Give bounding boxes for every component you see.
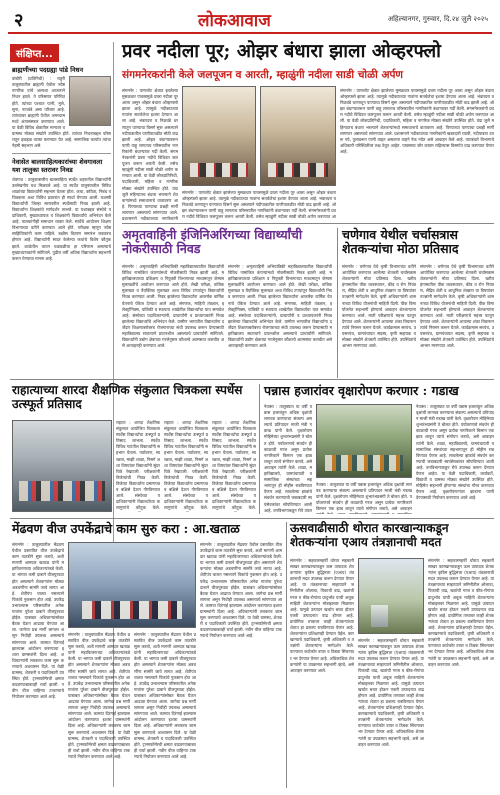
lead-photo (182, 86, 256, 186)
story-headline: ऊसवाढीसाठी थोरात कारखान्याकडून शेतकऱ्यांना एआय तंत्रज्ञानाची मदत (290, 521, 449, 549)
lead-body: संगमनेर : पाणलोट क्षेत्रात झालेल्या मुसळधार पावसामुळे प्रवरा नदीला पूर आला असून ओझर बंधारा ओव्हरफ्लो झाला आहे. त्यामुळे नदीकाठच्या गावांना सतर्कतेचा इशारा देण्यात आला आहे. भंडारदरा व निळवंडे धरणातून पाण्याचा विसर्ग सुरू असल्याने नदीपात्रातील पाणीपातळीत मोठी वाढ झाली आहे. ओझर बंधाऱ्यावरून पाणी वाहू लागताच परिसरातील नागरिकांनी बंधाऱ्यावर गर्दी केली. संगमनेरकरांनी प्रवरा नदीचे विधिवत जलपूजन करून आरती केली. तसेच म्हाळुंगी नदीला साडी चोळी अर्पण करण्यात आली. या वेळी लोकप्रतिनिधी, पदाधिकारी, महिला व नागरिक मोठ्या संख्येने उपस्थित होते. यंदा जुलै महिन्यातच बंधारा भरल्याने शेतकऱ्यांमध्ये समाधानाचे वातावरण आहे. पिण्याच्या पाण्याचा प्रश्नही मार्गी लागणार असल्याचे सांगण्यात आले. प्रशासनाने नदीकाठच्या नागरिकांनी खबरदारी घ्यावी, नदीपात्रात उतरू नये, पुलावरून पाणी वाहत असताना वाहने नेऊ नयेत असे आवाहन केले आहे. पाटबंधारे विभागाचे अधिकारी परिस्थितीवर लक्ष ठेवून आहेत. पावसाचा जोर कायम राहिल्यास विसर्गात वाढ करण्यात येणार आहे. (340, 88, 494, 154)
story-headline: मेंढवण वीज उपकेंद्राचे काम सुरु करा : आ.खताळ (12, 521, 240, 536)
story-body: नेवासा : तालुक्यात या वर्षी पन्नास हजारांहून अधिक वृक्षांची लागवड करण्याचा संकल्प असल्याचे प्रतिपादन माजी मंत्री गडाख यांनी केले. वृक्षारोपण मोहिमेच्या शुभारंभप्रसंगी ते बोलत होते. पर्यावरणाचे संवर्धन ही काळाची गरज असून प्रत्येक नागरिकाने किमान एक झाड लावून त्याचे संगोपन करावे, असे आवाहन त्यांनी केले. शाळा, महाविद्यालये, ग्रामपंचायती व सामाजिक संस्थांच्या सहभागातून ही मोहीम राबविण्यात येणार आहे. लावलेल्या झाडांचे संवर्धन करण्याची जबाबदारी स्वयंसेवकांवर सोपविण्यात आली आहे. वनविभागाकडून रोपे उपल (264, 404, 312, 513)
dateline: अहिल्यानगर, गुरुवार, दि.२४ जुलै २०२५ (387, 15, 488, 23)
story-body: संगमनेर : तालुक्यातील मेंढवण येथील प्रस्तावित वीज उपकेंद्राचे काम तातडीने सुरू करावे, अशी मागणी आमदार खताळ यांनी महावितरणच्या अधिकाऱ्यांकडे केली. या भागात कमी दाबाने वीजपुरवठा होत असल्याने शेतकऱ्यांना मोठ्या अडचणींना सामोरे जावे लागत आहे. शेतीपंप चालत नसल्याने पिकांचे नुकसान होत आहे. उपकेंद्र उभारल्यास परिसरातील अनेक गावांना पुरेशा दाबाने वीजपुरवठा होईल. याबाबत अधिकाऱ्यांसोबत बैठक घेऊन आढावा घेण्यात आला. जागेचा प्रश्न मार्गी लागला असून निधीही उपलब्ध असल्याचे सांगण्यात आले. कामात दिरंगाई झाल्यास आंदोलन करण्याचा इशारा ग्रामस्थांनी दिला आहे. अधिकाऱ्यांनी लवकरच काम सुरू करण्याचे आश्वासन दिले. या वेळी ग्रामस्थ, शेतकरी व पदाधिकारी उपस्थित होते. ट्रान्सफॉर्मरची क्षमता वाढवण्याबाबतही चर्चा झाली. नवीन वीज वाहिन्या टाकण्याचे नियोजन करण्यात आले आहे. (68, 632, 130, 759)
story-body: संगमनेर : सहकारमहर्षी थोरात सहकारी साखर कारखान्याकडून ऊस उत्पादक शेतकऱ्यांना कृत्रिम बुद्धिमत्ता (एआय) तंत्रज्ञानाची मदत उपलब्ध करून देण्यात येणार आहे. या तंत्रज्ञानाच्या साहाय्याने जमिनीतील ओलावा, पिकाची वाढ, खतांची गरज व कीड-रोगांचा प्रादुर्भाव याची अचूक माहिती शेतकऱ्यांना मोबाइलवर मिळणार आहे. यामुळे उत्पादन खर्चात बचत होऊन एकरी उत्पादनात वाढ होणार आहे. प्रायोगिक तत्त्वावर काही शेतकऱ्यांच्या शेतात हा प्रकल्प राबविण्यात येणार आहे. शेतकऱ्यांना प्रशिक्षणही देण्यात येईल. कारखान्याचे पदाधिकारी, कृषी अधिकारी व तज्ज्ञांनी शेतकऱ्यांना मार्गदर्शन केले. पाण्याचा काटेकोर वापर व ठिबक सिंचनावर भर देण्यात येणार आहे. अधिकाधिक शेतकऱ्यांनी या उपक्रमात सहभागी व्हावे, असे आवाहन करण्यात आले. (290, 558, 354, 673)
story-body: संगमनेर : अमृतवाहिनी अभियांत्रिकी महाविद्यालयातील विद्यार्थ्यांची विविध नामांकित कंपन्यांमध्ये नोकरीसाठी निवड झाली आहे. महाविद्यालयाच्या प्रशिक्षण व नियुक्ती विभागाच्या माध्यमातून कॅम्पस मुलाखतींचे आयोजन करण्यात आले होते. लेखी परीक्षा, तांत्रिक मुलाखत व वैयक्तिक मुलाखत अशा विविध टप्प्यांतून विद्यार्थ्यांची निवड करण्यात आली. निवड झालेल्या विद्यार्थ्यांना आकर्षक वार्षिक वेतनाचे पॅकेज देण्यात आले आहे. संगणक, माहिती तंत्रज्ञान, इलेक्ट्रॉनिक्स, यांत्रिकी व स्थापत्य शाखेतील विद्यार्थ्यांचा यात समावेश आहे. संस्थेच्या पदाधिकाऱ्यांनी, प्राचार्यांनी व प्राध्यापकांनी निवड झालेल्या विद्यार्थ्यांचे अभिनंदन केले. ग्रामीण भागातील विद्यार्थ्यांना दर्जेदार शिक्षणाबरोबरच रोजगाराच्या संधी उपलब्ध करून देण्यासाठी महाविद्यालय सातत्याने प्रयत्नशील असल्याचे प्राचार्यांनी सांगितले. विद्यार्थ्यांनी उद्योग क्षेत्राच्या गरजेनुसार कौशल्ये आत्मसात करावीत असे आवाहनही करण्यात आले. (228, 264, 332, 349)
story-photo (358, 558, 424, 634)
divider (10, 379, 494, 380)
story-photo (316, 404, 412, 478)
story-headline: पन्नास हजारांवर वृक्षारोपण करणार : गडाख (264, 383, 459, 398)
story-body: राहाता : शारदा शैक्षणिक संकुलात आयोजित चित्रकला स्पर्धेस विद्यार्थ्यांचा उत्स्फूर्त प्रतिसाद लाभला. स्पर्धेत विविध गटांतील विद्यार्थ्यांनी सहभाग घेतला. पर्यावरण, स्वच्छता, माझी शाळा, निसर्ग अशा विषयांवर विद्यार्थ्यांनी सुंदर चित्रे रेखाटली. परीक्षकांनी विजेत्यांची निवड केली. विजेत्या विद्यार्थ्यांना प्रमाणपत्र व बक्षिसे देऊन गौरविण्यात आले. संस्थेच्या पदाधिकाऱ्यांनी विद्यार्थ्यांच्या कलागुणांचे कौतुक केले. (164, 420, 208, 511)
brief-headline: नेवासेत बालसाहित्यकारांच्या शेवगावला यश तालुका स्तरावर निवड (12, 158, 103, 175)
story-body: संगमनेर : तालुक्यातील मेंढवण येथील प्रस्तावित वीज उपकेंद्राचे काम तातडीने सुरू करावे, अशी मागणी आमदार खताळ यांनी महावितरणच्या अधिकाऱ्यांकडे केली. या भागात कमी दाबाने वीजपुरवठा होत असल्याने शेतकऱ्यांना मोठ्या अडचणींना सामोरे जावे लागत आहे. शेतीपंप चालत नसल्याने पिकांचे नुकसान होत आहे. उपकेंद्र उभारल्यास परिसरातील अनेक गावांना पुरेशा दाबाने वीजपुरवठा होईल. याबाबत अधिकाऱ्यांसोबत बैठक घेऊन आढावा घेण्यात आला. जागेचा प्रश्न मार्गी लागला असून निधीही उपलब्ध असल्याचे सांगण्यात आले. कामात दिरंगाई झाल्यास आंदोलन करण्याचा इशारा ग्रामस्थांनी दिला आहे. अधिकाऱ्यांनी लवकरच काम सुरू करण्याचे आश्वासन दिले. या वेळी ग्रामस्थ, शेतकरी व पदाधिकारी उपस्थित होते. ट्रान्सफॉर्मरची क्षमता वाढवण्याबाबतही चर्चा झाली. नवीन वीज वाहिन्या टाकण्याचे नियोजन करण्यात आले आहे. (134, 632, 196, 759)
story-headline: चणेगाव येथील चर्चासत्रास शेतकऱ्यांचा मोठा प्रतिसाद (342, 227, 459, 257)
divider (337, 228, 338, 378)
brief-body: वांबोरी (प्रतिनिधी) : राहुरी तालुक्यातील ब्राह्मणी येथील ज्येष्ठ नागरिक यांचे अल्पशा आजाराने निधन झाले. ते परिसरात परिचित होते. त्यांच्या पश्चात पत्नी, मुले, सुना, नातवंडे असा परिवार आहे. त्यांच्यावर ब्राह्मणी येथील अमरधाममध्ये अंत्यसंस्कार करण्यात आले. या वेळी विविध क्षेत्रातील मान्यवर व ग्रामस्थ मोठ्या संख्येने उपस्थित होते. त्यांच्या निधनाबद्दल परिसरातून हळहळ व्यक्त करण्यात येत आहे. सामाजिक कार्यात त्यांचा नेहमी सहभाग असे. (12, 76, 111, 149)
story-body: संगमनेर : तालुक्यातील मेंढवण येथील प्रस्तावित वीज उपकेंद्राचे काम तातडीने सुरू करावे, अशी मागणी आमदार खताळ यांनी महावितरणच्या अधिकाऱ्यांकडे केली. या भागात कमी दाबाने वीजपुरवठा होत असल्याने शेतकऱ्यांना मोठ्या अडचणींना सामोरे जावे लागत आहे. शेतीपंप चालत नसल्याने पिकांचे नुकसान होत आहे. उपकेंद्र उभारल्यास परिसरातील अनेक गावांना पुरेशा दाबाने वीजपुरवठा होईल. याबाबत अधिकाऱ्यांसोबत बैठक घेऊन आढावा घेण्यात आला. जागेचा प्रश्न मार्गी लागला असून निधीही उपलब्ध असल्याचे सांगण्यात आले. कामात दिरंगाई झाल्यास आंदोलन करण्याचा इशारा ग्रामस्थांनी दिला आहे. अधिकाऱ्यांनी लवकरच काम सुरू करण्याचे आश्वासन दिले. या वेळी ग्रामस्थ, शेतकरी व पदाधिकारी उपस्थित होते. ट्रान्सफॉर्मरची क्षमता वाढवण्याबाबतही चर्चा झाली. नवीन वीज वाहिन्या टाकण्याचे नियोजन करण्यात आले आहे. (200, 542, 282, 639)
portrait-photo (69, 76, 111, 126)
story-body: संगमनेर : सहकारमहर्षी थोरात सहकारी साखर कारखान्याकडून ऊस उत्पादक शेतकऱ्यांना कृत्रिम बुद्धिमत्ता (एआय) तंत्रज्ञानाची मदत उपलब्ध करून देण्यात येणार आहे. या तंत्रज्ञानाच्या साहाय्याने जमिनीतील ओलावा, पिकाची वाढ, खतांची गरज व कीड-रोगांचा प्रादुर्भाव याची अचूक माहिती शेतकऱ्यांना मोबाइलवर मिळणार आहे. यामुळे उत्पादन खर्चात बचत होऊन एकरी उत्पादनात वाढ होणार आहे. प्रायोगिक तत्त्वावर काही शेतकऱ्यांच्या शेतात हा प्रकल्प राबविण्यात येणार आहे. शेतकऱ्यांना प्रशिक्षणही देण्यात येईल. कारखान्याचे पदाधिकारी, कृषी अधिकारी व तज्ज्ञांनी शेतकऱ्यांना मार्गदर्शन केले. पाण्याचा काटेकोर वापर व ठिबक सिंचनावर भर देण्यात येणार आहे. अधिकाधिक शेतकऱ्यांनी या उपक्रमात सहभागी व्हावे, असे आवाहन करण्यात आले. (428, 558, 494, 667)
story-photo (68, 542, 196, 628)
divider (10, 518, 494, 519)
story-body: संगमनेर : चणेगाव येथे कृषी विभागाच्या वतीने आयोजित करण्यात आलेल्या शेतकरी चर्चासत्रास शेतकऱ्यांनी मोठा प्रतिसाद दिला. खरीप हंगामातील पीक व्यवस्थापन, कीड व रोग नियंत्रण, सेंद्रिय शेती व आधुनिक तंत्रज्ञान या विषयांवर तज्ज्ञांनी मार्गदर्शन केले. कृषी अधिकाऱ्यांनी शासनाच्या विविध योजनांची माहिती दिली. पीक विमा योजनेत सहभागी होण्याचे आवाहन शेतकऱ्यांना करण्यात आले. माती परीक्षणाचे महत्त्व पटवून देण्यात आले. शेतकऱ्यांनी आपल्या शंका विचारून त्यांचे निरसन करून घेतले. कार्यक्रमास सरपंच, उपसरपंच, ग्रामपंचायत सदस्य, कृषी सहायक व मोठ्या संख्येने शेतकरी उपस्थित होते. उपस्थितांचे आभार मानण्यात आले. (342, 264, 416, 349)
lead-body: संगमनेर : पाणलोट क्षेत्रात झालेल्या मुसळधार पावसामुळे प्रवरा नदीला पूर आला असून ओझर बंधारा ओव्हरफ्लो झाला आहे. त्यामुळे नदीकाठच्या गावांना सतर्कतेचा इशारा देण्यात आला आहे. भंडारदरा व निळवंडे धरणातून पाण्याचा विसर्ग सुरू असल्याने नदीपात्रातील पाणीपातळीत मोठी वाढ झाली आहे. ओझर बंधाऱ्यावरून पाणी वाहू लागताच परिसरातील नागरिकांनी बंधाऱ्यावर गर्दी केली. संगमनेरकरांनी प्रवरा नदीचे विधिवत जलपूजन करून आरती केली. तसेच म्हाळुंगी नदीला साडी चोळी अर्पण करण्यात आली. या वेळी लोकप्रतिनिधी, पदाधिकारी, महिला व नागरिक मोठ्या संख्येने उपस्थित होते. यंदा जुलै महिन्यातच बंधारा भरल्याने शेतकऱ्यांमध्ये समाधानाचे वातावरण आहे. पिण्याच्या पाण्याचा प्रश्नही मार्गी लागणार असल्याचे सांगण्यात आले. प्रशासनाने नदीकाठच्या नागरिकांनी (122, 88, 178, 220)
story-headline: राहात्याच्या शारदा शैक्षणिक संकुलात चित्रकला स्पर्धेस उत्स्फूर्त प्रतिसाद (12, 383, 243, 411)
story-body: संगमनेर : अमृतवाहिनी अभियांत्रिकी महाविद्यालयातील विद्यार्थ्यांची विविध नामांकित कंपन्यांमध्ये नोकरीसाठी निवड झाली आहे. महाविद्यालयाच्या प्रशिक्षण व नियुक्ती विभागाच्या माध्यमातून कॅम्पस मुलाखतींचे आयोजन करण्यात आले होते. लेखी परीक्षा, तांत्रिक मुलाखत व वैयक्तिक मुलाखत अशा विविध टप्प्यांतून विद्यार्थ्यांची निवड करण्यात आली. निवड झालेल्या विद्यार्थ्यांना आकर्षक वार्षिक वेतनाचे पॅकेज देण्यात आले आहे. संगणक, माहिती तंत्रज्ञान, इलेक्ट्रॉनिक्स, यांत्रिकी व स्थापत्य शाखेतील विद्यार्थ्यांचा यात समावेश आहे. संस्थेच्या पदाधिकाऱ्यांनी, प्राचार्यांनी व प्राध्यापकांनी निवड झालेल्या विद्यार्थ्यांचे अभिनंदन केले. ग्रामीण भागातील विद्यार्थ्यांना दर्जेदार शिक्षणाबरोबरच रोजगाराच्या संधी उपलब्ध करून देण्यासाठी महाविद्यालय सातत्याने प्रयत्नशील असल्याचे प्राचार्यांनी सांगितले. विद्यार्थ्यांनी उद्योग क्षेत्राच्या गरजेनुसार कौशल्ये आत्मसात करावीत असे आवाहनही करण्यात आले. (122, 264, 224, 349)
story-body: संगमनेर : सहकारमहर्षी थोरात सहकारी साखर कारखान्याकडून ऊस उत्पादक शेतकऱ्यांना कृत्रिम बुद्धिमत्ता (एआय) तंत्रज्ञानाची मदत उपलब्ध करून देण्यात येणार आहे. या तंत्रज्ञानाच्या साहाय्याने जमिनीतील ओलावा, पिकाची वाढ, खतांची गरज व कीड-रोगांचा प्रादुर्भाव याची अचूक माहिती शेतकऱ्यांना मोबाइलवर मिळणार आहे. यामुळे उत्पादन खर्चात बचत होऊन एकरी उत्पादनात वाढ होणार आहे. प्रायोगिक तत्त्वावर काही शेतकऱ्यांच्या शेतात हा प्रकल्प राबविण्यात येणार आहे. शेतकऱ्यांना प्रशिक्षणही देण्यात येईल. कारखान्याचे पदाधिकारी, कृषी अधिकारी व तज्ज्ञांनी शेतकऱ्यांना मार्गदर्शन केले. पाण्याचा काटेकोर वापर व ठिबक सिंचनावर भर देण्यात येणार आहे. अधिकाधिक शेतकऱ्यांनी या उपक्रमात सहभागी व्हावे, असे आवाहन करण्यात आले. (358, 638, 424, 747)
divider (259, 384, 260, 514)
lead-subheadline: संगमनेरकरांनी केले जलपूजन व आरती, म्हाळुंगी नदीला साडी चोळी अर्पण (122, 69, 404, 81)
story-body: संगमनेर : चणेगाव येथे कृषी विभागाच्या वतीने आयोजित करण्यात आलेल्या शेतकरी चर्चासत्रास शेतकऱ्यांनी मोठा प्रतिसाद दिला. खरीप हंगामातील पीक व्यवस्थापन, कीड व रोग नियंत्रण, सेंद्रिय शेती व आधुनिक तंत्रज्ञान या विषयांवर तज्ज्ञांनी मार्गदर्शन केले. कृषी अधिकाऱ्यांनी शासनाच्या विविध योजनांची माहिती दिली. पीक विमा योजनेत सहभागी होण्याचे आवाहन शेतकऱ्यांना करण्यात आले. माती परीक्षणाचे महत्त्व पटवून देण्यात आले. शेतकऱ्यांनी आपल्या शंका विचारून त्यांचे निरसन करून घेतले. कार्यक्रमास सरपंच, उपसरपंच, ग्रामपंचायत सदस्य, कृषी सहायक व मोठ्या संख्येने शेतकरी उपस्थित होते. उपस्थितांचे आभार मानण्यात आले. (420, 264, 494, 349)
story-body: राहाता : शारदा शैक्षणिक संकुलात आयोजित चित्रकला स्पर्धेस विद्यार्थ्यांचा उत्स्फूर्त प्रतिसाद लाभला. स्पर्धेत विविध गटांतील विद्यार्थ्यांनी सहभाग घेतला. पर्यावरण, स्वच्छता, माझी शाळा, निसर्ग अशा विषयांवर विद्यार्थ्यांनी सुंदर चित्रे रेखाटली. परीक्षकांनी विजेत्यांची निवड केली. विजेत्या विद्यार्थ्यांना प्रमाणपत्र व बक्षिसे देऊन गौरविण्यात आले. संस्थेच्या पदाधिकाऱ्यांनी विद्यार्थ्यांच्या कलागुणांचे कौतुक केले. (212, 420, 256, 511)
story-body: राहाता : शारदा शैक्षणिक संकुलात आयोजित चित्रकला स्पर्धेस विद्यार्थ्यांचा उत्स्फूर्त प्रतिसाद लाभला. स्पर्धेत विविध गटांतील विद्यार्थ्यांनी सहभाग घेतला. पर्यावरण, स्वच्छता, माझी शाळा, निसर्ग अशा विषयांवर विद्यार्थ्यांनी सुंदर चित्रे रेखाटली. परीक्षकांनी विजेत्यांची निवड केली. विजेत्या विद्यार्थ्यांना प्रमाणपत्र व बक्षिसे देऊन गौरविण्यात आले. संस्थेच्या पदाधिकाऱ्यांनी विद्यार्थ्यांच्या कलागुणांचे कौतुक केले. (116, 420, 160, 511)
story-body: संगमनेर : तालुक्यातील मेंढवण येथील प्रस्तावित वीज उपकेंद्राचे काम तातडीने सुरू करावे, अशी मागणी आमदार खताळ यांनी महावितरणच्या अधिकाऱ्यांकडे केली. या भागात कमी दाबाने वीजपुरवठा होत असल्याने शेतकऱ्यांना मोठ्या अडचणींना सामोरे जावे लागत आहे. शेतीपंप चालत नसल्याने पिकांचे नुकसान होत आहे. उपकेंद्र उभारल्यास परिसरातील अनेक गावांना पुरेशा दाबाने वीजपुरवठा होईल. याबाबत अधिकाऱ्यांसोबत बैठक घेऊन आढावा घेण्यात आला. जागेचा प्रश्न मार्गी लागला असून निधीही उपलब्ध असल्याचे सांगण्यात आले. कामात दिरंगाई झाल्यास आंदोलन करण्याचा इशारा ग्रामस्थांनी दिला आहे. अधिकाऱ्यांनी लवकरच काम सुरू करण्याचे आश्वासन दिले. या वेळी ग्रामस्थ, शेतकरी व पदाधिकारी उपस्थित होते. ट्रान्सफॉर्मरची क्षमता वाढवण्याबाबतही चर्चा झाली. नवीन वीज वाहिन्या टाकण्याचे नियोजन करण्यात आले आहे. (12, 542, 64, 700)
story-headline: अमृतवाहिनी इंजिनिअरिंगच्या विद्यार्थ्यांची नोकरीसाठी निवड (122, 227, 303, 257)
brief-headline: ब्राह्मणीच्या पदग्रह्या पांडे निधन (12, 66, 84, 74)
section-tag: संक्षिप्त... (10, 44, 59, 62)
newspaper-brand: लोकआवाज (198, 11, 271, 31)
divider (122, 223, 494, 224)
brief-body: शेवगाव : तालुकास्तरीय बालसाहित्य स्पर्धेत शहरातील विद्यार्थ्यांनी उल्लेखनीय यश मिळवले आहे. या स्पर्धेत तालुक्यातील विविध शाळांच्या विद्यार्थ्यांनी सहभाग घेतला होता. कथा, कविता, निबंध व चित्रकला अशा विविध प्रकारांत ही स्पर्धा घेण्यात आली. यशस्वी विद्यार्थ्यांची जिल्हा स्तरावरील स्पर्धेसाठी निवड झाली आहे. विद्यार्थ्यांना शिक्षकांचे मार्गदर्शन लाभले. या यशाबद्दल संस्थेचे पदाधिकारी, मुख्याध्यापक व शिक्षकांनी विद्यार्थ्यांचे अभिनंदन केले आहे. पालकांनीही समाधान व्यक्त केले. स्पर्धेचे आयोजन शिक्षण विभागाच्या वतीने करण्यात आले होते. परीक्षक म्हणून ज्येष्ठ साहित्यिकांनी काम पाहिले. बक्षीस वितरण समारंभ लवकरच होणार आहे. विद्यार्थ्यांनी सादर केलेल्या कथांचे विशेष कौतुक झाले. शाळेतील वाचन चळवळीचा हा परिणाम असल्याचे मुख्याध्यापकांनी सांगितले. पुढील वर्षी अधिक विद्यार्थ्यांना सहभागी करून घेण्याचा मानस आहे. (12, 176, 111, 261)
story-body: नेवासा : तालुक्यात या वर्षी पन्नास हजारांहून अधिक वृक्षांची लागवड करण्याचा संकल्प असल्याचे प्रतिपादन माजी मंत्री गडाख यांनी केले. वृक्षारोपण मोहिमेच्या शुभारंभप्रसंगी ते बोलत होते. पर्यावरणाचे संवर्धन ही काळाची गरज असून प्रत्येक नागरिकाने किमान एक झाड लावून त्याचे संगोपन करावे, असे आवाहन (316, 482, 412, 512)
lead-headline: प्रवर नदीला पूर; ओझर बंधारा झाला ओव्हरफ्लो (122, 41, 441, 62)
page-number: २ (14, 10, 24, 31)
story-body: नेवासा : तालुक्यात या वर्षी पन्नास हजारांहून अधिक वृक्षांची लागवड करण्याचा संकल्प असल्याचे प्रतिपादन माजी मंत्री गडाख यांनी केले. वृक्षारोपण मोहिमेच्या शुभारंभप्रसंगी ते बोलत होते. पर्यावरणाचे संवर्धन ही काळाची गरज असून प्रत्येक नागरिकाने किमान एक झाड लावून त्याचे संगोपन करावे, असे आवाहन त्यांनी केले. शाळा, महाविद्यालये, ग्रामपंचायती व सामाजिक संस्थांच्या सहभागातून ही मोहीम राबविण्यात येणार आहे. लावलेल्या झाडांचे संवर्धन करण्याची जबाबदारी स्वयंसेवकांवर सोपविण्यात आली आहे. वनविभागाकडून रोपे उपलब्ध करून देण्यात येणार आहेत. या वेळी पदाधिकारी, कार्यकर्ते, विद्यार्थी व ग्रामस्थ मोठ्या संख्येने उपस्थित होते. मोहिमेत सहभागी होणाऱ्या संस्थांचा गौरव करण्यात येणार आहे. वृक्षारोपणानंतर झाडांना पाणी देण्यासाठी नियोजन करण्यात आले आहे. (416, 404, 494, 501)
lead-body: संगमनेर : पाणलोट क्षेत्रात झालेल्या मुसळधार पावसामुळे प्रवरा नदीला पूर आला असून ओझर बंधारा ओव्हरफ्लो झाला आहे. त्यामुळे नदीकाठच्या गावांना सतर्कतेचा इशारा देण्यात आला आहे. भंडारदरा व निळवंडे धरणातून पाण्याचा विसर्ग सुरू असल्याने नदीपात्रातील पाणीपातळीत मोठी वाढ झाली आहे. ओझर बंधाऱ्यावरून पाणी वाहू लागताच परिसरातील नागरिकांनी बंधाऱ्यावर गर्दी केली. संगमनेरकरांनी प्रवरा नदीचे विधिवत जलपूजन करून आरती केली. तसेच म्हाळुंगी नदीला साडी चोळी अर्पण करण्यात आ (182, 190, 336, 220)
divider (286, 522, 287, 788)
lead-photo (260, 86, 336, 186)
divider (12, 153, 111, 154)
story-photo (12, 420, 112, 512)
masthead (8, 4, 492, 34)
